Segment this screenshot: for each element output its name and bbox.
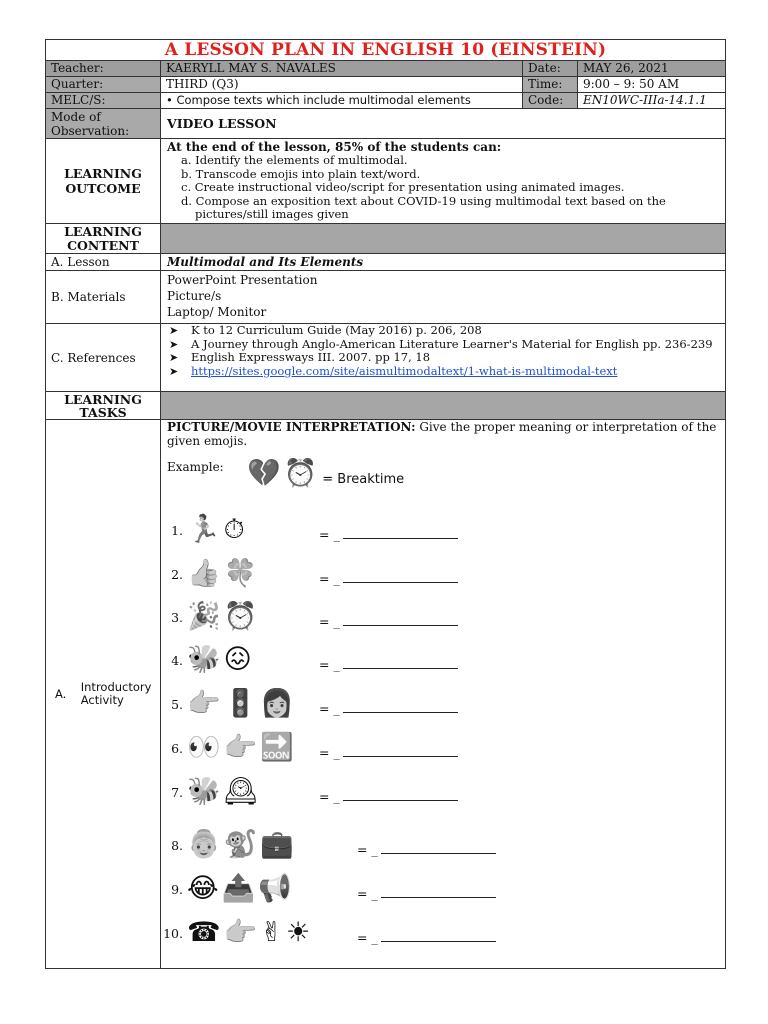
bee-icon: 🐝: [187, 644, 221, 675]
blank-line: [343, 790, 458, 801]
confounded-face-icon: 😖: [223, 644, 252, 675]
emoji-item: [155, 830, 297, 860]
quarter-value: THIRD (Q3): [161, 77, 523, 92]
activity-content: [161, 420, 725, 968]
example-answer: = Breaktime: [322, 471, 405, 487]
date-value: MAY 26, 2021: [578, 61, 725, 76]
equals-sign: = _: [319, 527, 340, 542]
blank-line: [381, 931, 496, 942]
item-number: 10.: [163, 925, 183, 941]
content-label: LEARNING CONTENT: [46, 224, 161, 253]
item-number: 3.: [171, 609, 183, 625]
references-list: [167, 324, 719, 378]
megaphone-icon: 📢: [258, 873, 292, 904]
equals-sign: = _: [319, 745, 340, 760]
blank-line: [343, 572, 458, 583]
activity-label-cell: [46, 420, 161, 968]
runner-icon: 🏃: [187, 514, 221, 545]
outcome-intro: At the end of the lesson, 85% of the students can:: [167, 140, 502, 154]
stopwatch-icon: ⏱: [223, 514, 245, 545]
content-shade: [161, 224, 725, 253]
soon-arrow-icon: 🔜: [260, 732, 294, 763]
laughing-face-icon: 😂: [187, 873, 219, 904]
item-number: 8.: [171, 837, 183, 853]
reference-link[interactable]: https://sites.google.com/site/aismultimodaltext/1-what-is-multimodal-text: [191, 363, 618, 378]
date-label: Date:: [523, 61, 578, 76]
answer-blank[interactable]: [319, 701, 458, 716]
tasks-label: LEARNING TASKS: [46, 392, 161, 419]
emoji-item: [155, 559, 260, 589]
equals-sign: = _: [319, 571, 340, 586]
reference-item: ➤ English Expressways III. 2007. pp 17, 18: [191, 351, 719, 365]
outcome-item: a. Identify the elements of multimodal.: [181, 153, 408, 167]
equals-sign: = _: [357, 842, 378, 857]
outcome-item: c. Create instructional video/script for presentation using animated images.: [181, 180, 625, 194]
item-number: 2.: [171, 566, 183, 582]
observation-row: [46, 109, 725, 139]
emoji-item: [155, 689, 297, 719]
lesson-row: [46, 254, 725, 271]
tasks-shade: [161, 392, 725, 419]
quarter-label: Quarter:: [46, 77, 161, 92]
traffic-light-icon: 🚦: [223, 688, 258, 719]
equals-sign: = _: [319, 789, 340, 804]
answer-blank[interactable]: [357, 842, 496, 857]
lesson-label: A. Lesson: [46, 254, 161, 270]
pointing-hand-icon: 👉: [223, 732, 258, 763]
instruction-bold: PICTURE/MOVIE INTERPRETATION:: [167, 420, 416, 434]
outcome-item: d. Compose an exposition text about COVID-19 using multimodal text based on the pictures/still images given: [181, 193, 666, 221]
pointing-hand-icon: 👉: [187, 688, 221, 719]
references-row: [46, 324, 725, 392]
observation-value: VIDEO LESSON: [167, 116, 277, 131]
reference-item: ➤ A Journey through Anglo-American Literature Learner's Material for English pp. 236-239: [191, 338, 719, 352]
emoji-item: [155, 733, 297, 763]
reference-item: ➤ K to 12 Curriculum Guide (May 2016) p. 206, 208: [191, 324, 719, 338]
equals-sign: = _: [357, 930, 378, 945]
activity-instruction: [167, 421, 719, 448]
equals-sign: = _: [357, 886, 378, 901]
document-title: A LESSON PLAN IN ENGLISH 10 (EINSTEIN): [46, 40, 725, 61]
answer-blank[interactable]: [319, 571, 458, 586]
item-number: 5.: [171, 696, 183, 712]
mantel-clock-icon: 🕰: [223, 776, 258, 807]
answer-blank[interactable]: [319, 527, 458, 542]
blank-line: [381, 843, 496, 854]
blank-line: [343, 746, 458, 757]
outcome-list: [167, 154, 719, 222]
example-row: [247, 459, 404, 489]
material-item: Picture/s: [167, 289, 222, 303]
equals-sign: = _: [319, 701, 340, 716]
lesson-value: Multimodal and Its Elements: [167, 255, 364, 269]
alarm-clock-icon: ⏰: [283, 458, 318, 489]
item-number: 6.: [171, 740, 183, 756]
thumbs-up-icon: 👍: [187, 558, 221, 589]
activity-row: [46, 420, 725, 968]
emoji-item: [155, 645, 255, 675]
eyes-icon: 👀: [187, 732, 221, 763]
monkey-icon: 🐒: [223, 829, 258, 860]
sun-icon: ☀: [285, 917, 311, 948]
time-value: 9:00 – 9: 50 AM: [578, 77, 725, 92]
answer-blank[interactable]: [319, 745, 458, 760]
materials-row: [46, 271, 725, 324]
lesson-plan-document: [45, 39, 726, 969]
answer-blank[interactable]: [319, 789, 458, 804]
outcome-row: [46, 139, 725, 224]
blank-line: [343, 615, 458, 626]
item-number: 7.: [171, 784, 183, 800]
blank-line: [343, 528, 458, 539]
melc-value: • Compose texts which include multimodal elements: [161, 93, 523, 108]
reference-item: [191, 365, 719, 379]
tasks-header-row: [46, 392, 725, 420]
outbox-icon: 📤: [221, 873, 256, 904]
answer-blank[interactable]: [357, 886, 496, 901]
item-number: 9.: [171, 881, 183, 897]
quarter-row: [46, 77, 725, 93]
equals-sign: = _: [319, 657, 340, 672]
equals-sign: = _: [319, 614, 340, 629]
content-header-row: [46, 224, 725, 254]
teacher-value: KAERYLL MAY S. NAVALES: [161, 61, 523, 76]
emoji-item: [155, 918, 313, 948]
teacher-label: Teacher:: [46, 61, 161, 76]
materials-label: B. Materials: [46, 271, 161, 323]
activity-letter: A.: [55, 687, 67, 701]
material-item: Laptop/ Monitor: [167, 305, 267, 319]
briefcase-icon: 💼: [260, 829, 294, 860]
emoji-item: [155, 777, 261, 807]
melc-label: MELC/S:: [46, 93, 161, 108]
woman-icon: 👩: [260, 688, 294, 719]
victory-hand-icon: ✌: [260, 917, 283, 948]
item-number: 1.: [171, 522, 183, 538]
observation-label: Mode of Observation:: [46, 109, 161, 138]
material-item: PowerPoint Presentation: [167, 273, 318, 287]
emoji-item: [155, 515, 248, 545]
teacher-row: [46, 61, 725, 77]
broken-heart-icon: 💔: [247, 458, 281, 489]
telephone-icon: ☎: [187, 917, 221, 948]
answer-blank[interactable]: [357, 930, 496, 945]
time-label: Time:: [523, 77, 578, 92]
party-popper-icon: 🎉: [187, 601, 221, 632]
alarm-clock-icon: ⏰: [223, 601, 258, 632]
item-number: 4.: [171, 652, 183, 668]
old-woman-icon: 👵: [187, 829, 221, 860]
emoji-item: [155, 874, 295, 904]
references-label: C. References: [46, 324, 161, 391]
example-label: Example:: [167, 460, 224, 474]
blank-line: [343, 658, 458, 669]
outcome-item: b. Transcode emojis into plain text/word.: [181, 166, 421, 181]
bee-icon: 🐝: [187, 776, 221, 807]
pointing-hand-icon: 👉: [223, 917, 258, 948]
melc-row: [46, 93, 725, 109]
activity-label: Introductory Activity: [80, 680, 152, 707]
blank-line: [381, 887, 496, 898]
outcome-label: LEARNING OUTCOME: [46, 139, 161, 223]
clover-icon: 🍀: [223, 558, 258, 589]
emoji-item: [155, 602, 260, 632]
answer-blank[interactable]: [319, 614, 458, 629]
blank-line: [343, 702, 458, 713]
code-value: EN10WC-IIIa-14.1.1: [578, 93, 725, 108]
code-label: Code:: [523, 93, 578, 108]
instruction-text: Give the proper meaning or interpretation of the given emojis.: [167, 420, 717, 448]
answer-blank[interactable]: [319, 657, 458, 672]
